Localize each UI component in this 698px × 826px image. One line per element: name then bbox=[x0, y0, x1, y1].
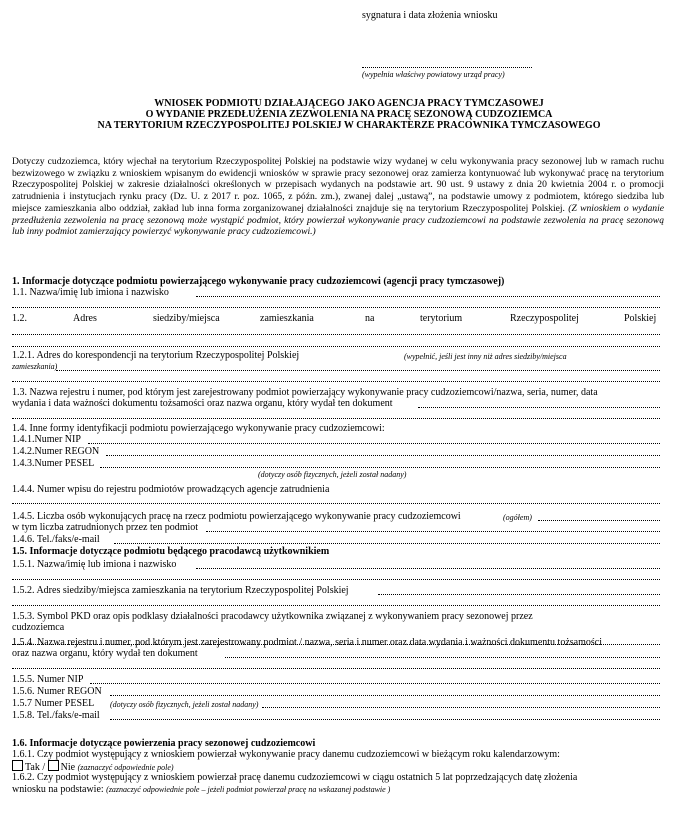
field-1-6-2-label-a: 1.6.2. Czy podmiot występujący z wnioskiem powierzał pracę danemu cudzoziemcowi w ciągu ostatnich 5 lat poprzedzających datę złożenia bbox=[12, 772, 578, 783]
nip-input[interactable] bbox=[88, 443, 660, 444]
field-1-4-3-note: (dotyczy osób fizycznych, jeżeli został nadany) bbox=[258, 470, 407, 479]
field-1-5-4-label-b: oraz nazwa organu, który wydał ten dokument bbox=[12, 648, 198, 659]
field-1-6-2-note: (zaznaczyć odpowiednie pole – jeżeli podmiot powierzał pracę na wskazanej podstawie ) bbox=[106, 785, 391, 794]
yes-label: Tak / bbox=[25, 762, 46, 773]
field-1-2-input[interactable] bbox=[12, 334, 660, 335]
section-1-6-heading: 1.6. Informacje dotyczące powierzenia pracy sezonowej cudzoziemcowi bbox=[12, 738, 316, 749]
field-1-2-g: Rzeczypospolitej bbox=[510, 313, 579, 324]
field-1-1-input[interactable] bbox=[196, 296, 660, 297]
field-1-1-label: 1.1. Nazwa/imię lub imiona i nazwisko bbox=[12, 287, 169, 298]
workers-employed-input[interactable] bbox=[206, 531, 660, 532]
field-1-4-2-label: 1.4.2.Numer REGON bbox=[12, 446, 100, 457]
field-1-2-d: zamieszkania bbox=[260, 313, 314, 324]
user-employer-name-input[interactable] bbox=[196, 568, 660, 569]
field-1-2-1-label: 1.2.1. Adres do korespondencji na terytorium Rzeczypospolitej Polskiej bbox=[12, 350, 300, 361]
field-1-2-1-note-a: (wypełnić, jeśli jest inny niż adres siedziby/miejsca bbox=[404, 352, 567, 361]
field-1-2-input-2[interactable] bbox=[12, 346, 660, 347]
user-employer-name-input-2[interactable] bbox=[12, 579, 660, 580]
field-1-2-1-note-b: zamieszkania) bbox=[12, 362, 58, 371]
field-1-6-2-label-b bbox=[12, 784, 390, 796]
no-checkbox[interactable] bbox=[48, 760, 59, 771]
field-1-2-1-input-2[interactable] bbox=[12, 381, 660, 382]
user-employer-address-input-2[interactable] bbox=[12, 605, 660, 606]
pesel-input[interactable] bbox=[100, 467, 660, 468]
field-1-4-1-label: 1.4.1.Numer NIP bbox=[12, 434, 81, 445]
field-1-5-3-label-b: cudzoziemca bbox=[12, 622, 65, 633]
user-employer-address-input[interactable] bbox=[378, 594, 660, 595]
field-1-6-1-label: 1.6.1. Czy podmiot występujący z wnioskiem powierzał wykonywanie pracy danemu cudzoziemcowi w bieżącym roku kalendarzowym: bbox=[12, 749, 560, 760]
field-1-5-5-label: 1.5.5. Numer NIP bbox=[12, 674, 84, 685]
field-1-5-7-note: (dotyczy osób fizycznych, jeżeli został nadany) bbox=[110, 700, 259, 709]
user-employer-register-input[interactable] bbox=[225, 657, 660, 658]
field-1-2-f: terytorium bbox=[420, 313, 463, 324]
field-1-4-5-label-b: w tym liczba zatrudnionych przez ten podmiot bbox=[12, 522, 199, 533]
field-1-5-2-label: 1.5.2. Adres siedziby/miejsca zamieszkania na terytorium Rzeczypospolitej Polskiej bbox=[12, 585, 349, 596]
field-1-4-3-label: 1.4.3.Numer PESEL bbox=[12, 458, 95, 469]
field-1-6-2-label-b-text: wniosku na podstawie: bbox=[12, 784, 104, 795]
title-line-3: NA TERYTORIUM RZECZYPOSPOLITEJ POLSKIEJ W CHARAKTERZE PRACOWNIKA TYMCZASOWEGO bbox=[97, 120, 601, 131]
field-1-2-a: 1.2. bbox=[12, 313, 27, 324]
field-1-2-b: Adres bbox=[73, 313, 97, 324]
no-label: Nie bbox=[60, 762, 76, 773]
user-regon-input[interactable] bbox=[110, 695, 660, 696]
field-1-3-input-2[interactable] bbox=[12, 418, 660, 419]
yes-checkbox[interactable] bbox=[12, 760, 23, 771]
intro-block bbox=[12, 156, 664, 238]
signature-date-label: sygnatura i data złożenia wniosku bbox=[362, 10, 498, 21]
workers-total-input[interactable] bbox=[538, 520, 660, 521]
field-1-2-1-input[interactable] bbox=[56, 370, 660, 371]
field-1-4-6-label: 1.4.6. Tel./faks/e-mail bbox=[12, 534, 100, 545]
field-1-5-8-label: 1.5.8. Tel./faks/e-mail bbox=[12, 710, 100, 721]
intro-note: (Z wnioskiem o wydanie przedłużenia zezwolenia na pracę sezonową może wystąpić podmiot, który powierzał wykonywanie pracy cudzoziemcowi na podstawie zezwolenia na pracę sezonową lub inny podmiot zamierzający powierzyć wykonywanie pracy cudzoziemcowi.) bbox=[12, 202, 664, 238]
signature-dots-line[interactable] bbox=[362, 67, 532, 68]
field-1-5-7-label: 1.5.7 Numer PESEL bbox=[12, 698, 95, 709]
field-1-4-4-label: 1.4.4. Numer wpisu do rejestru podmiotów prowadzących agencje zatrudnienia bbox=[12, 484, 330, 495]
field-1-2-c: siedziby/miejsca bbox=[153, 313, 220, 324]
user-nip-input[interactable] bbox=[90, 683, 660, 684]
field-1-4-label: 1.4. Inne formy identyfikacji podmiotu powierzającego wykonywanie pracy cudzoziemcowi: bbox=[12, 423, 385, 434]
contact-input[interactable] bbox=[114, 543, 660, 544]
field-1-2-h: Polskiej bbox=[624, 313, 657, 324]
field-1-3-label-a: 1.3. Nazwa rejestru i numer, pod którym jest zarejestrowany podmiot powierzający wykonywanie pracy cudzoziemcowi/nazwa, seria, numer, data bbox=[12, 387, 598, 398]
field-1-5-1-label: 1.5.1. Nazwa/imię lub imiona i nazwisko bbox=[12, 559, 177, 570]
field-1-1-input-2[interactable] bbox=[12, 307, 660, 308]
field-1-3-input[interactable] bbox=[418, 407, 660, 408]
user-pesel-input[interactable] bbox=[262, 707, 660, 708]
title-line-1: WNIOSEK PODMIOTU DZIAŁAJĄCEGO JAKO AGENCJA PRACY TYMCZASOWEJ bbox=[154, 98, 544, 109]
field-1-6-1-note: (zaznaczyć odpowiednie pole) bbox=[77, 763, 174, 772]
field-1-2-e: na bbox=[365, 313, 375, 324]
user-employer-register-input-2[interactable] bbox=[12, 668, 660, 669]
intro-text: Dotyczy cudzoziemca, który wjechał na terytorium Rzeczypospolitej Polskiej na podstawie wizy wydanej w celu wykonywania pracy sezonowej lub w ramach ruchu bezwizowego w związku z wnioskiem wpisanym do ewidencji wniosków w sprawie pracy sezonowej oraz zamierza kontynuować lub wykonywać pracę na terytorium Rzeczypospolitej Polskiej w zakresie działalności określonych w przepisach wydanych na podstawie art. 90 ust. 9 ustawy z dnia 20 kwietnia 2004 r. o promocji zatrudnienia i instytucjach rynku pracy (Dz. U. z 2017 r. poz. 1065, z późn. zm.), zwanej dalej „ustawą”, na podstawie umowy z podmiotem, którego siedziba lub miejsce zamieszkania albo oddział, zakład lub inna forma zorganizowanej działalności znajduje się na terytorium Rzeczypospolitej Polskiej. bbox=[12, 156, 664, 214]
fill-note: (wypełnia właściwy powiatowy urząd pracy) bbox=[362, 70, 505, 79]
field-1-4-5-label-a: 1.4.5. Liczba osób wykonujących pracę na rzecz podmiotu powierzającego wykonywanie pracy cudzoziemcowi bbox=[12, 511, 461, 522]
field-1-4-4-input[interactable] bbox=[12, 503, 660, 504]
field-1-3-label-b: wydania i data ważności dokumentu tożsamości oraz nazwa organu, który wydał ten dokument bbox=[12, 398, 393, 409]
field-1-5-6-label: 1.5.6. Numer REGON bbox=[12, 686, 102, 697]
regon-input[interactable] bbox=[106, 455, 660, 456]
section-1-heading: 1. Informacje dotyczące podmiotu powierzającego wykonywanie pracy cudzoziemcowi (agencji pracy tymczasowej) bbox=[12, 276, 505, 287]
field-1-5-4-label-a: 1.5.4. Nazwa rejestru i numer, pod którym jest zarejestrowany podmiot / nazwa, seria i numer oraz data wydania i ważności dokumentu tożsamości bbox=[12, 637, 602, 648]
section-1-5-heading: 1.5. Informacje dotyczące podmiotu będącego pracodawcą użytkownikiem bbox=[12, 546, 330, 557]
field-1-5-3-label-a: 1.5.3. Symbol PKD oraz opis podklasy działalności pracodawcy użytkownika związanej z wykonywaniem pracy sezonowej przez bbox=[12, 611, 533, 622]
user-contact-input[interactable] bbox=[110, 719, 660, 720]
field-1-4-5-note: (ogółem) bbox=[503, 513, 532, 522]
title-line-2: O WYDANIE PRZEDŁUŻENIA ZEZWOLENIA NA PRACĘ SEZONOWĄ CUDZOZIEMCA bbox=[145, 109, 553, 120]
